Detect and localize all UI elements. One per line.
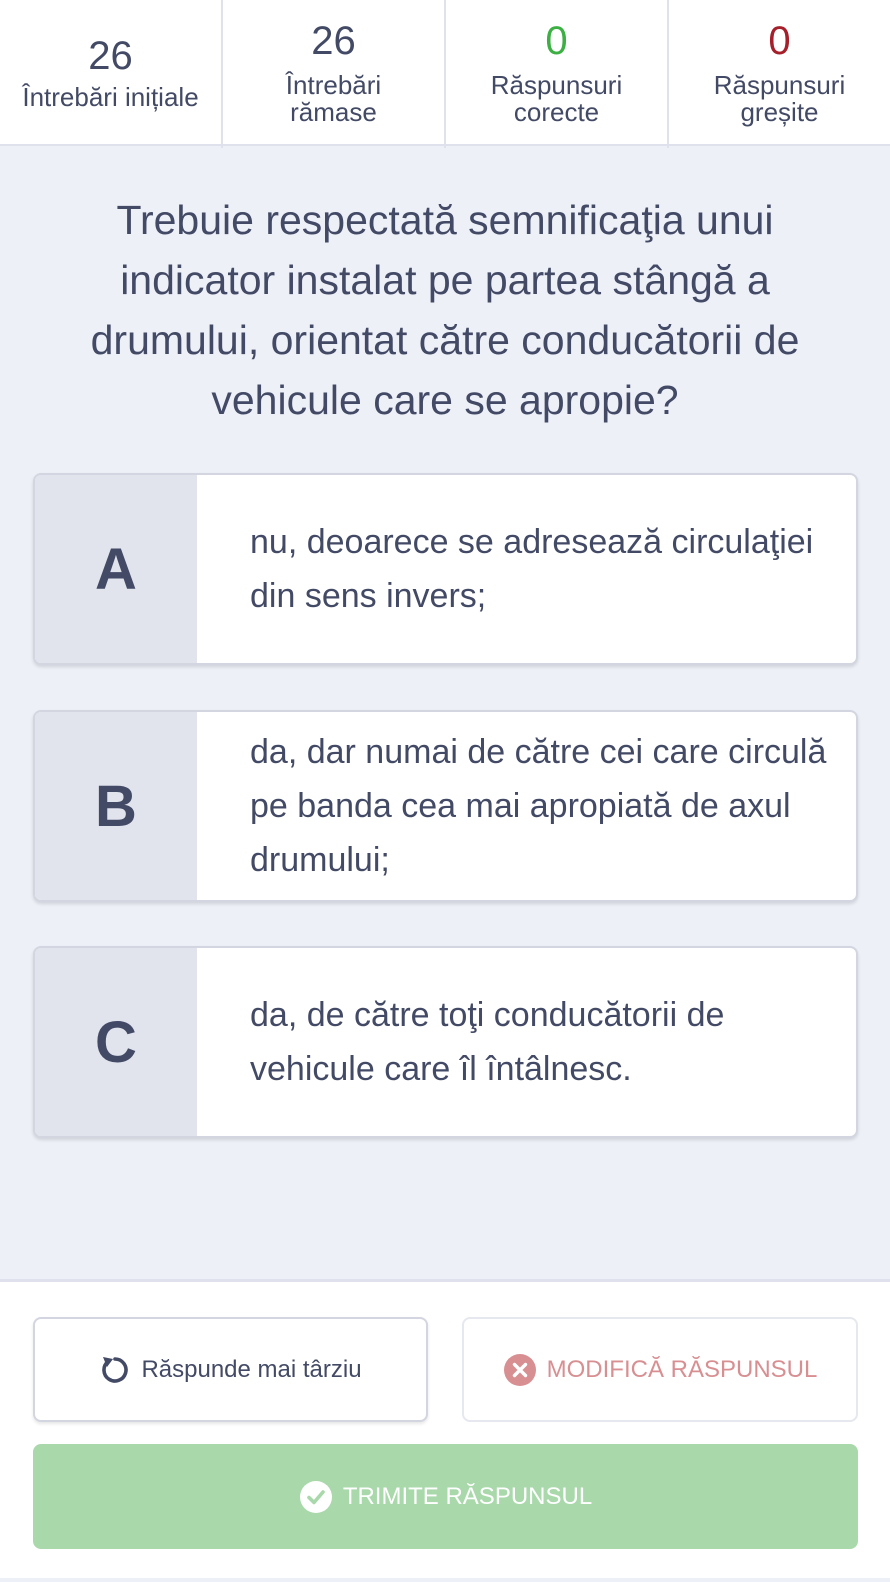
stat-initial-label: Întrebări inițiale xyxy=(22,82,199,112)
stat-correct-value: 0 xyxy=(545,19,568,63)
action-panel xyxy=(0,1279,890,1582)
bottom-divider xyxy=(0,1578,890,1582)
close-circle-icon xyxy=(503,1353,537,1387)
answer-option-c[interactable] xyxy=(33,946,858,1138)
stat-wrong-value: 0 xyxy=(768,19,791,63)
modify-answer-button[interactable] xyxy=(462,1317,858,1422)
answer-letter-a: A xyxy=(35,475,197,663)
stat-remaining-label-line1: Întrebări xyxy=(285,70,382,100)
stat-wrong-answers xyxy=(669,0,890,148)
answer-text-a: nu, deoarece se adresează circulaţiei din sens invers; xyxy=(250,523,814,615)
answer-text-b: da, dar numai de către cei care circulă pe banda cea mai apropiată de axul drumului; xyxy=(250,733,827,879)
stat-wrong-label xyxy=(714,72,846,126)
stat-remaining-label xyxy=(286,72,381,126)
stat-wrong-label-line2: greșite xyxy=(740,97,819,127)
check-circle-icon xyxy=(299,1480,333,1514)
stat-correct-label-line2: corecte xyxy=(513,97,600,127)
stat-correct-label-line1: Răspunsuri xyxy=(490,70,623,100)
stats-bar xyxy=(0,0,890,146)
stat-remaining-value: 26 xyxy=(311,19,356,63)
modify-answer-label: MODIFICĂ RĂSPUNSUL xyxy=(546,1355,818,1383)
answer-text-c: da, de către toţi conducătorii de vehicule care îl întâlnesc. xyxy=(250,996,725,1088)
answer-later-label: Răspunde mai târziu xyxy=(141,1355,362,1383)
stat-correct-answers xyxy=(446,0,669,148)
stat-initial-value: 26 xyxy=(88,34,133,78)
stat-remaining-label-line2: rămase xyxy=(290,97,377,127)
question-text: Trebuie respectată semnificaţia unui indicator instalat pe partea stângă a drumului, orientat către conducătorii de vehicule care se apropie? xyxy=(90,197,800,423)
refresh-icon xyxy=(99,1354,131,1386)
answer-later-button[interactable] xyxy=(33,1317,428,1422)
answer-option-b[interactable] xyxy=(33,710,858,902)
answer-letter-c: C xyxy=(35,948,197,1136)
stat-remaining-questions xyxy=(223,0,446,148)
stat-initial-questions xyxy=(0,0,223,148)
answer-option-a[interactable] xyxy=(33,473,858,665)
stat-correct-label xyxy=(491,72,623,126)
stat-wrong-label-line1: Răspunsuri xyxy=(713,70,846,100)
submit-answer-label: TRIMITE RĂSPUNSUL xyxy=(342,1482,593,1510)
answer-letter-b: B xyxy=(35,712,197,900)
submit-answer-button[interactable] xyxy=(33,1444,858,1549)
